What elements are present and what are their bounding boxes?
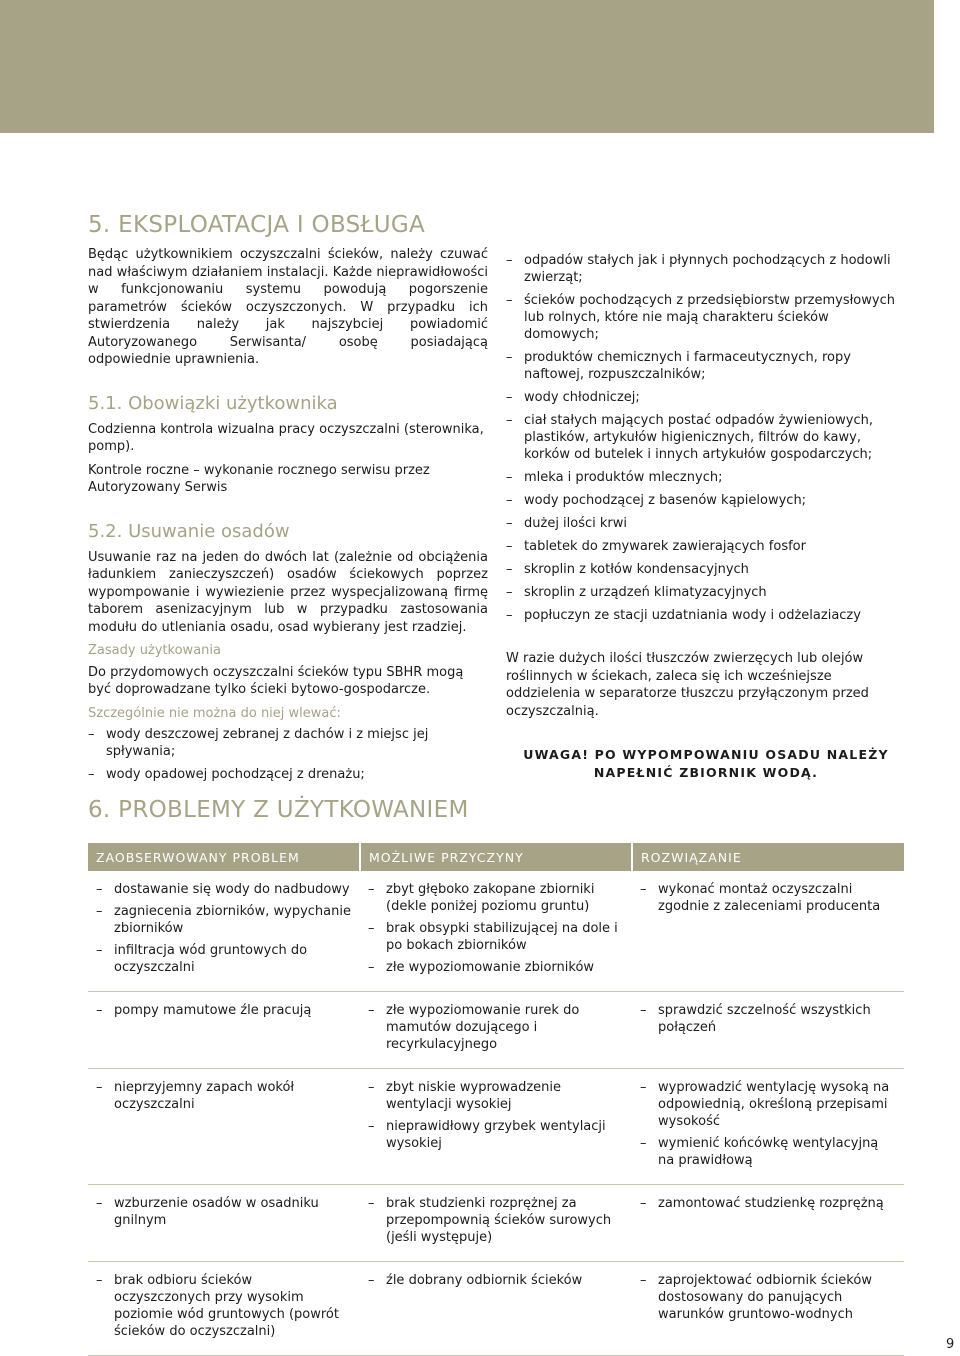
list-item: – wody deszczowej zebranej z dachów i z miejsc jej spływania; bbox=[88, 726, 488, 760]
list-item: – ścieków pochodzących z przedsiębiorstw przemysłowych lub rolnych, które nie mają charakteru ścieków domowych; bbox=[506, 292, 906, 343]
list-item: – złe wypoziomowanie zbiorników bbox=[368, 959, 624, 976]
problem-cell bbox=[88, 1262, 360, 1356]
list-item: – odpadów stałych jak i płynnych pochodzących z hodowli zwierząt; bbox=[506, 252, 906, 286]
solution-cell bbox=[632, 871, 904, 992]
list-item: – wody chłodniczej; bbox=[506, 389, 906, 406]
daily-control-text: Codzienna kontrola wizualna pracy oczyszczalni (sterownika, pomp). bbox=[88, 421, 484, 454]
subsection-5-1-title: 5.1. Obowiązki użytkownika bbox=[88, 392, 338, 414]
solution-cell bbox=[632, 1262, 904, 1356]
rules-text: Do przydomowych oczyszczalni ścieków typu SBHR mogą być doprowadzane tylko ścieki bytowo-gospodarcze. bbox=[88, 664, 464, 697]
list-item: – zamontować studzienkę rozprężną bbox=[640, 1195, 896, 1212]
list-item: – zbyt niskie wyprowadzenie wentylacji wysokiej bbox=[368, 1079, 624, 1113]
section-6-title: 6. PROBLEMY Z UŻYTKOWANIEM bbox=[88, 797, 469, 823]
page-number: 9 bbox=[946, 1337, 955, 1352]
list-item: – ciał stałych mających postać odpadów żywieniowych, plastików, artykułów higienicznych, filtrów do kawy, korków od butelek i innych artykułów gospodarczych; bbox=[506, 412, 906, 463]
section-5-title: 5. EKSPLOATACJA I OBSŁUGA bbox=[88, 212, 426, 238]
solution-cell bbox=[632, 1185, 904, 1262]
table-row bbox=[88, 1262, 904, 1356]
list-item: – nieprzyjemny zapach wokół oczyszczalni bbox=[96, 1079, 352, 1113]
forbidden-list-left bbox=[88, 726, 488, 783]
list-item: – popłuczyn ze stacji uzdatniania wody i odżelaziaczy bbox=[506, 607, 906, 624]
table-row bbox=[88, 1185, 904, 1262]
causes-cell bbox=[360, 992, 632, 1069]
list-item: – dużej ilości krwi bbox=[506, 515, 906, 532]
list-item: – produktów chemicznych i farmaceutycznych, ropy naftowej, rozpuszczalników; bbox=[506, 349, 906, 383]
causes-cell bbox=[360, 1262, 632, 1356]
list-item: – sprawdzić szczelność wszystkich połączeń bbox=[640, 1002, 896, 1036]
problems-table bbox=[88, 843, 904, 1356]
forbidden-heading: Szczególnie nie można do niej wlewać: bbox=[88, 705, 341, 721]
right-column bbox=[506, 252, 906, 782]
problem-cell bbox=[88, 992, 360, 1069]
list-item: – złe wypoziomowanie rurek do mamutów dozującego i recyrkulacyjnego bbox=[368, 1002, 624, 1053]
subsection-5-2-title: 5.2. Usuwanie osadów bbox=[88, 520, 290, 542]
table-header-row bbox=[88, 843, 904, 871]
problem-cell bbox=[88, 1069, 360, 1185]
header-solution: ROZWIĄZANIE bbox=[632, 843, 904, 871]
list-item: – wzburzenie osadów w osadniku gnilnym bbox=[96, 1195, 352, 1229]
grease-note: W razie dużych ilości tłuszczów zwierzęcych lub olejów roślinnych w ściekach, zaleca się ich wcześniejsze oddzielenia w separatorze tłuszczu przyłączonym przed oczyszczalnią. bbox=[506, 651, 869, 719]
list-item: – wymienić końcówkę wentylacyjną na prawidłową bbox=[640, 1135, 896, 1169]
list-item: – skroplin z kotłów kondensacyjnych bbox=[506, 561, 906, 578]
list-item: – zagniecenia zbiorników, wypychanie zbiorników bbox=[96, 903, 352, 937]
solution-cell bbox=[632, 1069, 904, 1185]
list-item: – wody opadowej pochodzącej z drenażu; bbox=[88, 766, 488, 783]
rules-heading: Zasady użytkowania bbox=[88, 643, 221, 658]
header-causes: MOŻLIWE PRZYCZYNY bbox=[360, 843, 632, 871]
problem-cell bbox=[88, 871, 360, 992]
list-item: – tabletek do zmywarek zawierających fosfor bbox=[506, 538, 906, 555]
header-band bbox=[0, 0, 934, 133]
causes-cell bbox=[360, 871, 632, 992]
list-item: – źle dobrany odbiornik ścieków bbox=[368, 1272, 624, 1289]
table-row bbox=[88, 1069, 904, 1185]
list-item: – dostawanie się wody do nadbudowy bbox=[96, 881, 352, 898]
table-row bbox=[88, 992, 904, 1069]
list-item: – infiltracja wód gruntowych do oczyszczalni bbox=[96, 942, 352, 976]
left-column bbox=[88, 212, 488, 789]
list-item: – brak obsypki stabilizującej na dole i po bokach zbiorników bbox=[368, 920, 624, 954]
list-item: – skroplin z urządzeń klimatyzacyjnych bbox=[506, 584, 906, 601]
warning-line-2: NAPEŁNIĆ ZBIORNIK WODĄ. bbox=[593, 765, 819, 780]
list-item: – brak studzienki rozprężnej za przepompownią ścieków surowych (jeśli występuje) bbox=[368, 1195, 624, 1246]
list-item: – nieprawidłowy grzybek wentylacji wysokiej bbox=[368, 1118, 624, 1152]
list-item: – zaprojektować odbiornik ścieków dostosowany do panujących warunków gruntowo-wodnych bbox=[640, 1272, 896, 1323]
causes-cell bbox=[360, 1069, 632, 1185]
list-item: – zbyt głęboko zakopane zbiorniki (dekle poniżej poziomu gruntu) bbox=[368, 881, 624, 915]
problem-cell bbox=[88, 1185, 360, 1262]
sludge-removal-text: Usuwanie raz na jeden do dwóch lat (zależnie od obciążenia ładunkiem zanieczyszczeń) osadów ściekowych poprzez wypompowanie i wywiezienie przez wyspecjalizowaną firmę taborem asenizacyjnym lub w przypadku zastosowania modułu do utleniania osadu, osad wybierany jest rzadziej. bbox=[88, 549, 488, 635]
list-item: – wody pochodzącej z basenów kąpielowych; bbox=[506, 492, 906, 509]
section-5-intro: Będąc użytkownikiem oczyszczalni ścieków, należy czuwać nad właściwym działaniem instalacji. Każde nieprawidłowości w funkcjonowaniu systemu powodują pogorszenie parametrów ścieków oczyszczonych. W przypadku ich stwierdzenia należy jak najszybciej powiadomić Autoryzowanego Serwisanta/ osobę posiadającą odpowiednie uprawnienia. bbox=[88, 247, 488, 367]
table-row bbox=[88, 871, 904, 992]
list-item: – wyprowadzić wentylację wysoką na odpowiednią, określoną przepisami wysokość bbox=[640, 1079, 896, 1130]
header-problem: ZAOBSERWOWANY PROBLEM bbox=[88, 843, 360, 871]
annual-control-text: Kontrole roczne – wykonanie rocznego serwisu przez Autoryzowany Serwis bbox=[88, 462, 430, 495]
list-item: – wykonać montaż oczyszczalni zgodnie z zaleceniami producenta bbox=[640, 881, 896, 915]
causes-cell bbox=[360, 1185, 632, 1262]
list-item: – pompy mamutowe źle pracują bbox=[96, 1002, 352, 1019]
solution-cell bbox=[632, 992, 904, 1069]
list-item: – mleka i produktów mlecznych; bbox=[506, 469, 906, 486]
warning-notice bbox=[506, 746, 906, 782]
forbidden-list-right bbox=[506, 252, 906, 624]
warning-line-1: UWAGA! PO WYPOMPOWANIU OSADU NALEŻY bbox=[523, 747, 889, 762]
list-item: – brak odbioru ścieków oczyszczonych przy wysokim poziomie wód gruntowych (powrót ścieków do oczyszczalni) bbox=[96, 1272, 352, 1340]
